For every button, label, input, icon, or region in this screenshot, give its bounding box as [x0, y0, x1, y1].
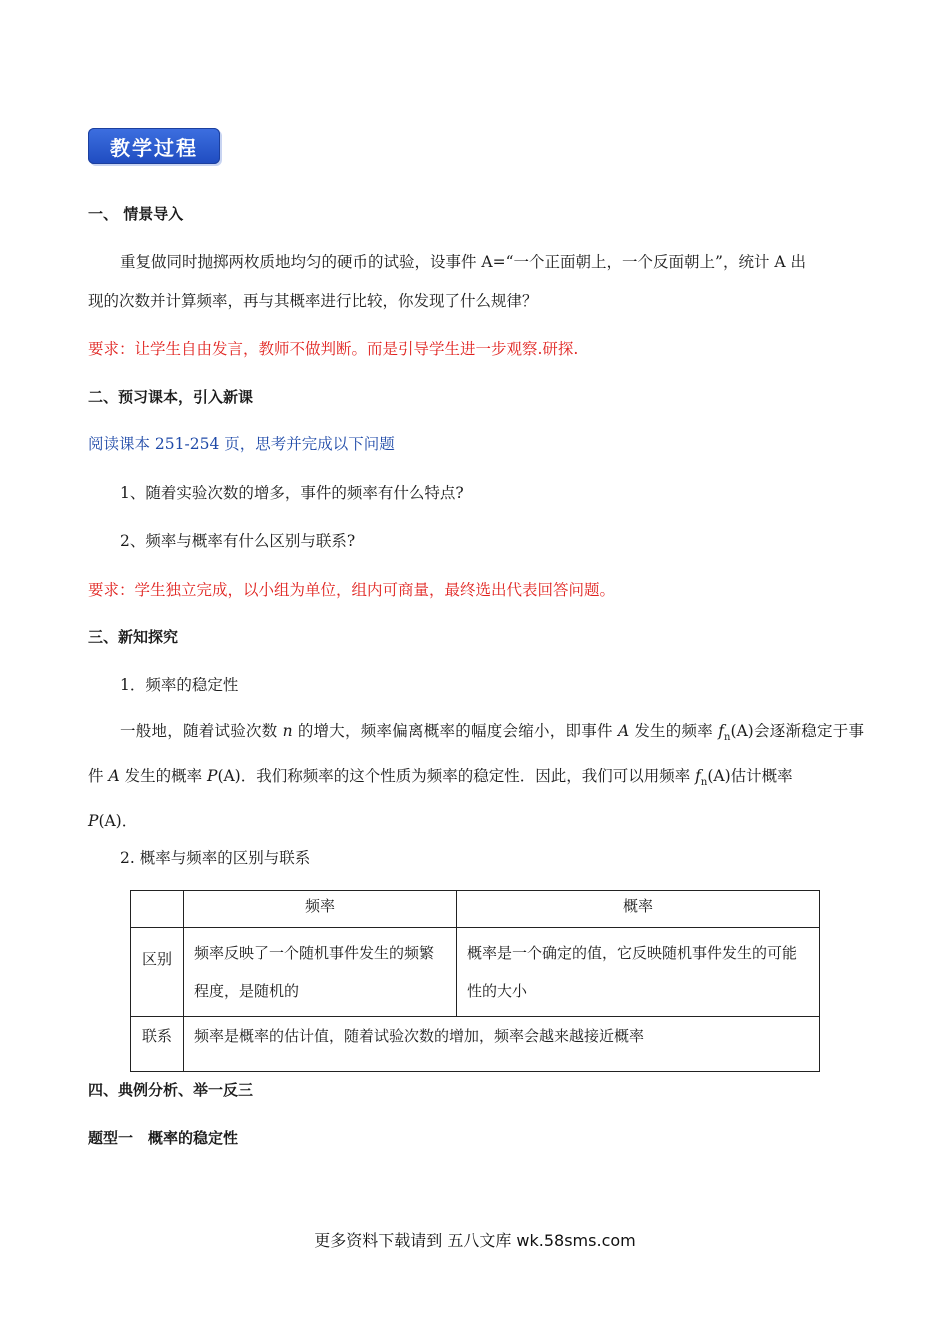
s1-paragraph-line2: 现的次数并计算频率，再与其概率进行比较，你发现了什么规律？ [88, 292, 538, 310]
s4-subtitle: 题型一 概率的稳定性 [88, 1129, 239, 1147]
s1-paragraph-line1: 重复做同时抛掷两枚质地均匀的硬币的试验，设事件 A=“一个正面朝上，一个反面朝上”，统计 A 出 [120, 253, 807, 271]
table-row [131, 1017, 820, 1072]
table-row [131, 928, 820, 1017]
section-banner: 教学过程 [88, 128, 220, 164]
s1-requirement: 要求：让学生自由发言，教师不做判断。而是引导学生进一步观察.研探. [88, 340, 579, 358]
s3-heading-2: 2. 概率与频率的区别与联系 [120, 849, 311, 867]
s3-heading-1: 1．频率的稳定性 [120, 676, 239, 694]
table-row-label-relation: 联系 [131, 1017, 184, 1072]
s2-requirement: 要求：学生独立完成，以小组为单位，组内可商量，最终选出代表回答问题。 [88, 581, 616, 599]
section-1-title: 一、 情景导入 [88, 205, 184, 223]
footer-download-note: 更多资料下载请到 五八文库 wk.58sms.com [314, 1231, 636, 1250]
table-corner-cell [131, 891, 184, 928]
comparison-table [130, 890, 820, 1072]
s2-question-2: 2、频率与概率有什么区别与联系? [120, 532, 356, 550]
s3-stability-paragraph: 一般地，随着试验次数 n 的增大，频率偏离概率的幅度会缩小，即事件 A 发生的频率 $f_n(A)$会逐渐稳定于事件 A 发生的概率 P(A)．我们称频率的这个性质为频率的稳定性．因此，我们可以用频率 $f_n(A)$估计概率 P(A)． [88, 722, 864, 831]
table-header-row [131, 891, 820, 928]
table-cell-relation: 频率是概率的估计值，随着试验次数的增加，频率会越来越接近概率 [184, 1017, 820, 1072]
s2-question-1: 1、随着实验次数的增多，事件的频率有什么特点? [120, 484, 464, 502]
section-3-title: 三、新知探究 [88, 628, 179, 646]
table-header-probability: 概率 [457, 891, 820, 928]
table-cell-probability-difference: 概率是一个确定的值，它反映随机事件发生的可能性的大小 [457, 928, 820, 1017]
table-cell-frequency-difference: 频率反映了一个随机事件发生的频繁程度，是随机的 [184, 928, 457, 1017]
table-header-frequency: 频率 [184, 891, 457, 928]
section-2-title: 二、预习课本，引入新课 [88, 388, 254, 406]
section-4-title: 四、典例分析、举一反三 [88, 1081, 254, 1099]
s2-reading-instruction: 阅读课本 251-254 页，思考并完成以下问题 [88, 435, 395, 453]
table-row-label-difference: 区别 [131, 928, 184, 1017]
